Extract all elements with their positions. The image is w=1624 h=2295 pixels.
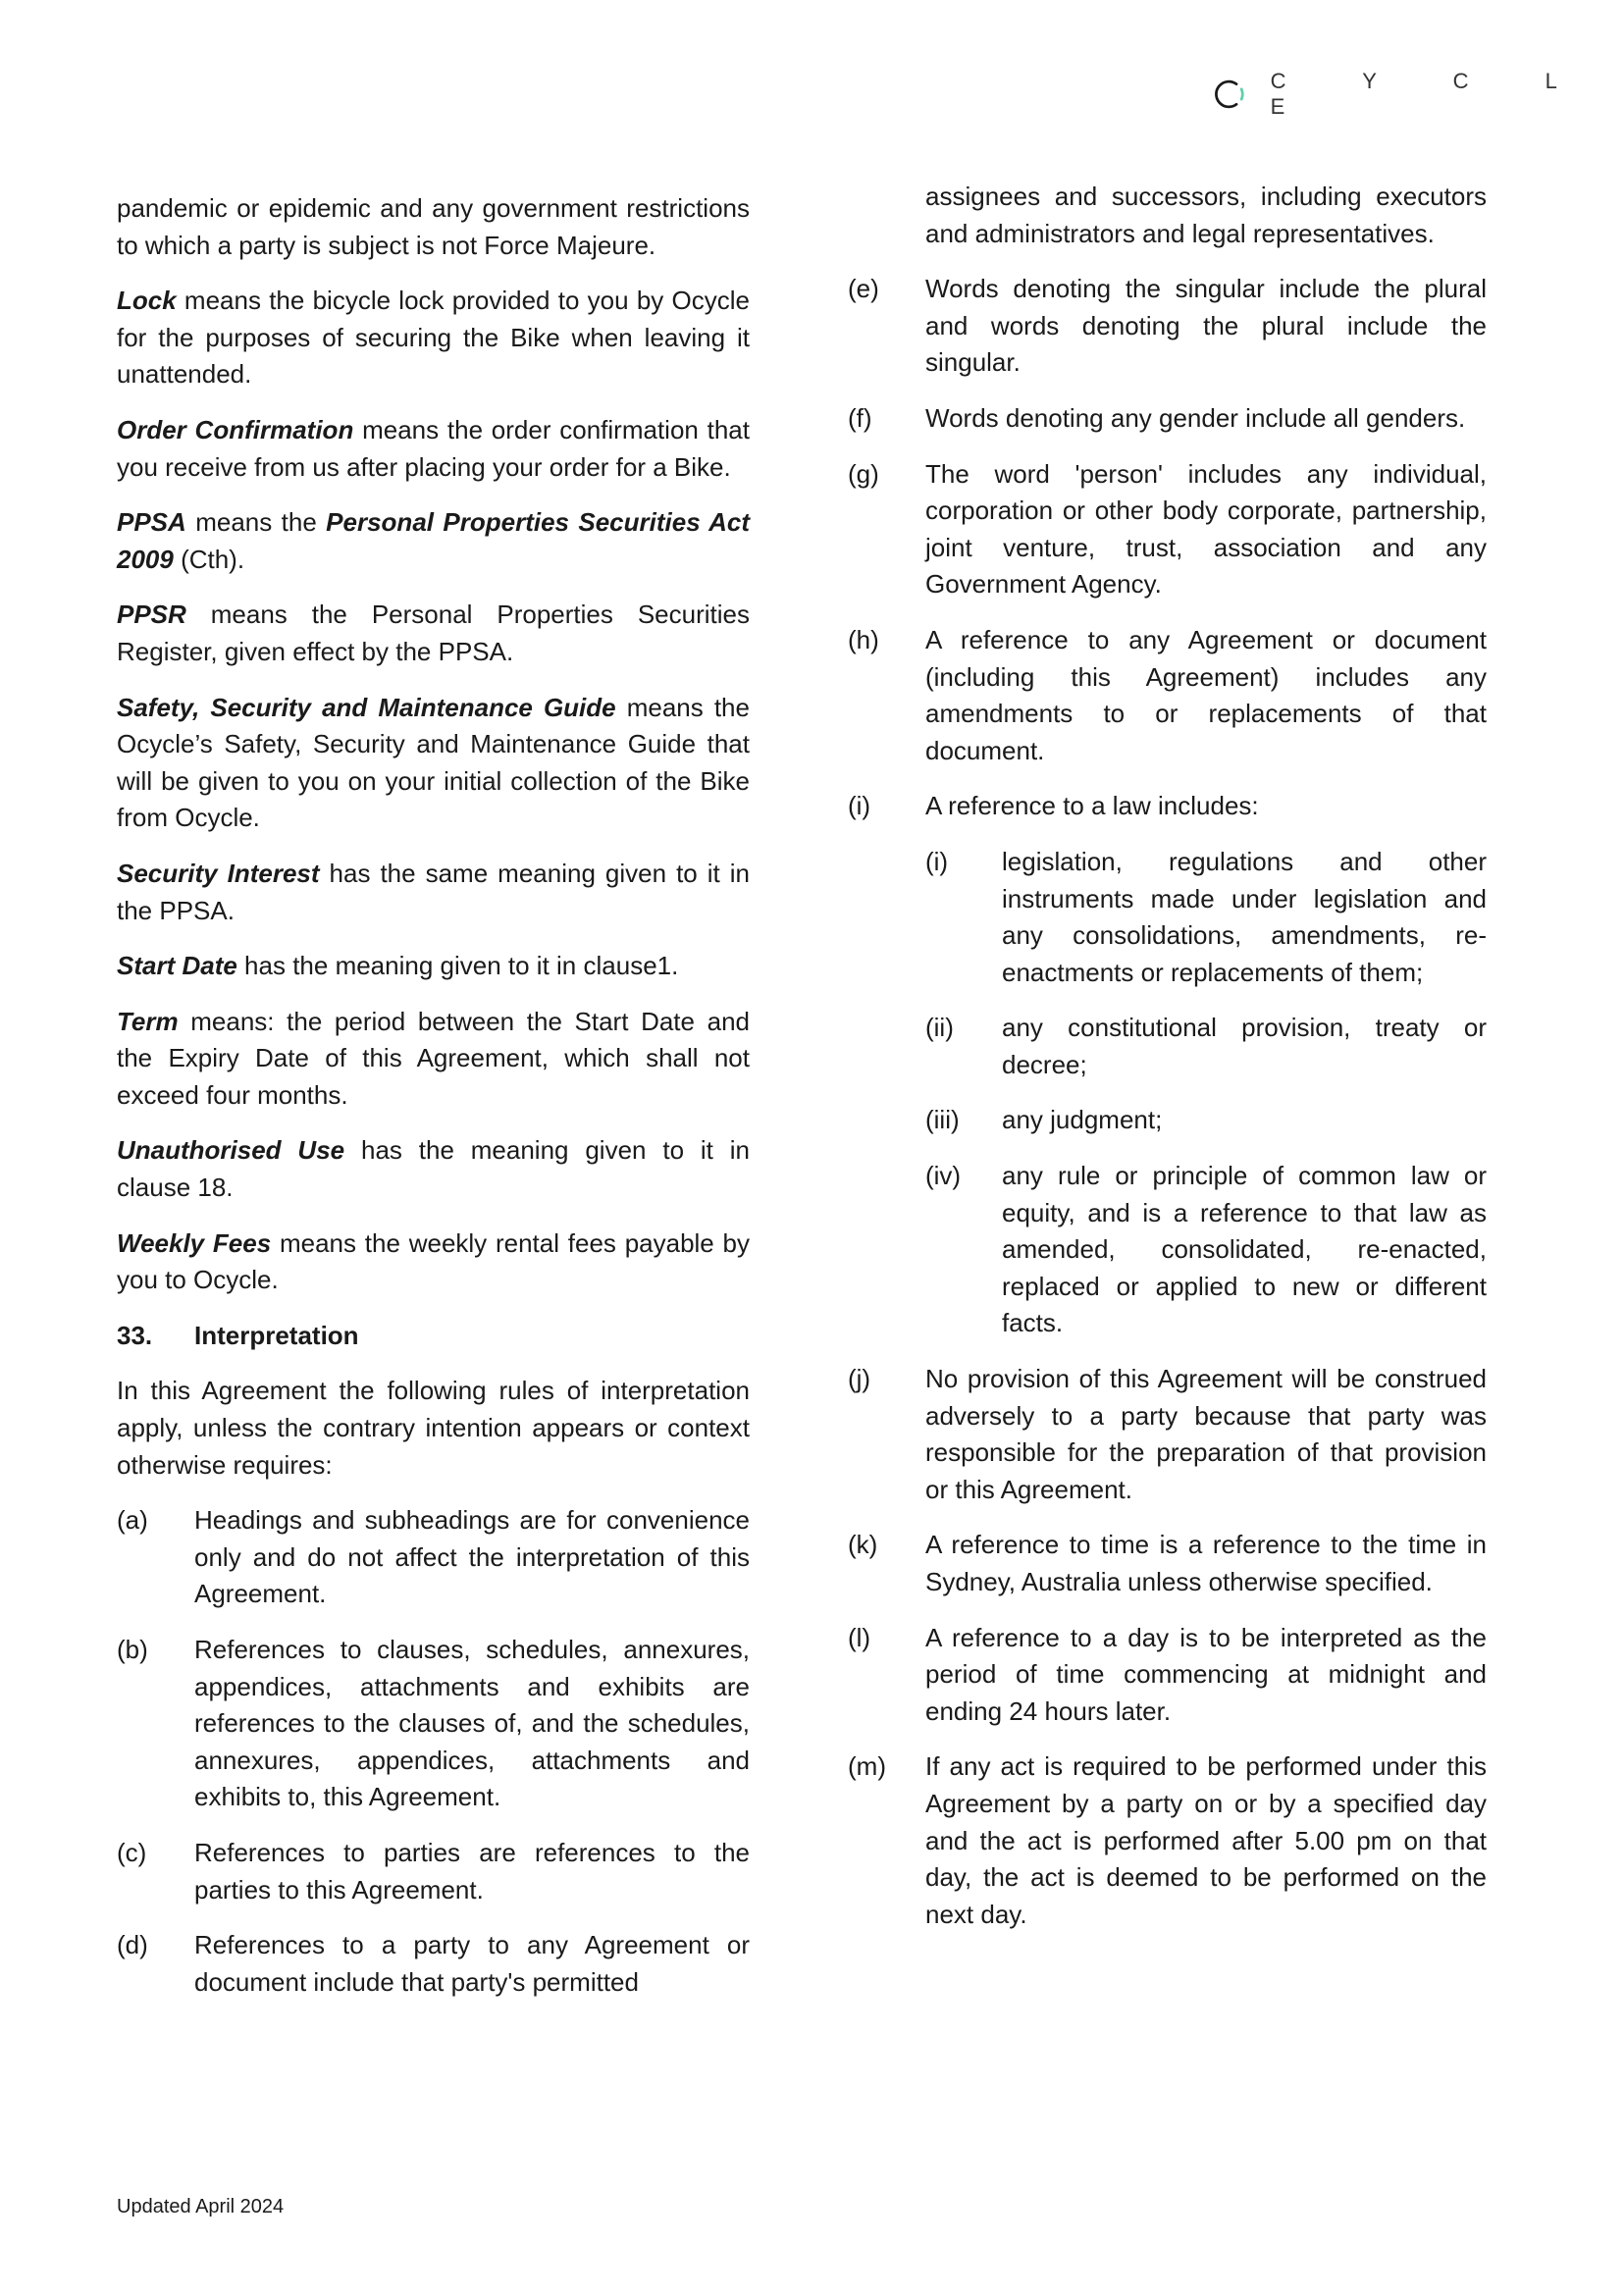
sub-list-item [925, 1010, 1487, 1083]
definition-security-interest [117, 856, 750, 929]
sub-item-label: (i) [925, 846, 949, 876]
list-item [848, 456, 1487, 603]
definition-order-confirmation [117, 412, 750, 486]
definition-lock [117, 283, 750, 393]
footer-updated-date: Updated April 2024 [117, 2196, 285, 2217]
sub-list [925, 844, 1487, 1342]
sub-list-item [925, 1102, 1487, 1139]
definition-text: has the same meaning given to it in the PPSA. [117, 858, 750, 925]
definition-weekly-fees [117, 1226, 750, 1299]
list-item [848, 1620, 1487, 1731]
item-label: (a) [117, 1505, 148, 1536]
defined-term: PPSA [117, 507, 186, 538]
defined-term: Safety, Security and Maintenance Guide [117, 692, 616, 722]
sub-list-item [925, 844, 1487, 991]
item-text: If any act is required to be performed under this Agreement by a party on or by a specified day and the act is performed after 5.00 pm on that day, the act is deemed to be performed on the next day. [925, 1751, 1487, 1929]
defined-term: Security Interest [117, 858, 320, 888]
brand-logo [1213, 69, 1624, 119]
definition-text: means the order confirmation that you receive from us after placing your order for a Bike. [117, 414, 750, 482]
cycle-logo-icon [1213, 76, 1245, 113]
item-text: Words denoting any gender include all genders. [925, 402, 1466, 433]
list-item [848, 622, 1487, 769]
definition-text: has the meaning given to it in clause 18. [117, 1135, 750, 1203]
interpretation-intro: In this Agreement the following rules of interpretation apply, unless the contrary intention appears or context otherwise requires: [117, 1376, 750, 1480]
definition-text: means: the period between the Start Date and the Expiry Date of this Agreement, which shall not exceed four months. [117, 1006, 750, 1110]
definition-ppsa [117, 504, 750, 578]
definition-text: means the [185, 507, 327, 538]
section-heading [117, 1318, 750, 1355]
list-item [117, 1502, 750, 1613]
defined-term: Start Date [117, 951, 237, 981]
continued-paragraph: pandemic or epidemic and any government restrictions to which a party is subject is not Force Majeure. [117, 193, 750, 260]
definition-start-date [117, 948, 750, 985]
item-text: References to clauses, schedules, annexures, appendices, attachments and exhibits are references to the clauses of, and the schedules, annexures, appendices, attachments and exhibits to, this Agreement. [194, 1635, 750, 1812]
sub-item-text: legislation, regulations and other instruments made under legislation and any consolidations, amendments, re-enactments or replacements of them; [1002, 846, 1487, 987]
sub-item-text: any rule or principle of common law or equity, and is a reference to that law as amended, consolidated, re-enacted, replaced or applied to new or different facts. [1002, 1161, 1487, 1338]
definition-tail: (Cth). [173, 544, 245, 574]
act-citation: Personal Properties Securities Act 2009 [117, 507, 750, 574]
list-item [117, 1927, 750, 2001]
item-label: (e) [848, 274, 879, 304]
definition-text: means the Ocycle’s Safety, Security and Maintenance Guide that will be given to you on your initial collection of the Bike from Ocycle. [117, 692, 750, 833]
item-label: (d) [117, 1930, 148, 1960]
item-text: References to parties are references to the parties to this Agreement. [194, 1837, 750, 1904]
list-item [848, 1527, 1487, 1600]
item-text: No provision of this Agreement will be construed adversely to a party because that party was responsible for the preparation of that provision or this Agreement. [925, 1364, 1487, 1504]
item-label: (g) [848, 458, 879, 489]
sub-item-label: (iii) [925, 1105, 960, 1135]
defined-term: Lock [117, 286, 177, 316]
list-item [848, 400, 1487, 438]
section-title: Interpretation [194, 1320, 359, 1350]
definition-text: has the meaning given to it in clause1. [236, 951, 679, 981]
right-column [848, 179, 1487, 1952]
section-number: 33. [117, 1320, 153, 1350]
list-item [117, 1632, 750, 1816]
item-text: assignees and successors, including executors and administrators and legal representatives. [925, 182, 1487, 248]
item-text: Words denoting the singular include the plural and words denoting the plural include the singular. [925, 274, 1487, 378]
list-item [848, 271, 1487, 382]
list-item-continued [848, 179, 1487, 252]
item-label: (h) [848, 624, 879, 654]
definition-safety-guide [117, 690, 750, 837]
list-item [848, 1361, 1487, 1508]
item-text: A reference to any Agreement or document (including this Agreement) includes any amendments to or replacements of that document. [925, 624, 1487, 765]
item-text: A reference to time is a reference to the time in Sydney, Australia unless otherwise specified. [925, 1530, 1487, 1596]
item-text: A reference to a law includes: [925, 791, 1259, 821]
item-label: (b) [117, 1635, 148, 1664]
sub-item-text: any constitutional provision, treaty or decree; [1002, 1013, 1487, 1079]
left-column [117, 190, 750, 2019]
sub-item-text: any judgment; [1002, 1105, 1163, 1135]
item-label: (c) [117, 1837, 147, 1867]
definition-text: means the bicycle lock provided to you by Ocycle for the purposes of securing the Bike when leaving it unattended. [117, 286, 750, 390]
defined-term: PPSR [117, 600, 186, 630]
defined-term: Weekly Fees [117, 1227, 272, 1258]
item-label: (j) [848, 1364, 871, 1394]
definition-term [117, 1004, 750, 1115]
item-label: (k) [848, 1530, 878, 1560]
list-item [848, 1748, 1487, 1933]
item-text: Headings and subheadings are for convenience only and do not affect the interpretation of this Agreement. [194, 1505, 750, 1609]
definition-text: means the weekly rental fees payable by you to Ocycle. [117, 1227, 751, 1295]
item-label: (i) [848, 791, 871, 821]
item-label: (m) [848, 1751, 886, 1782]
sub-item-label: (iv) [925, 1161, 962, 1191]
list-item [848, 788, 1487, 825]
definition-ppsr [117, 597, 750, 670]
definition-unauthorised-use [117, 1132, 750, 1206]
item-text: A reference to a day is to be interpreted as the period of time commencing at midnight and ending 24 hours later. [925, 1622, 1487, 1726]
defined-term: Unauthorised Use [117, 1135, 345, 1166]
logo-wordmark: C Y C L E [1270, 69, 1593, 119]
item-text: The word 'person' includes any individual, corporation or other body corporate, partnership, joint venture, trust, association and any Government Agency. [925, 458, 1487, 600]
list-item [117, 1835, 750, 1908]
item-label: (f) [848, 402, 872, 433]
defined-term: Order Confirmation [117, 414, 354, 444]
definition-text: means the Personal Properties Securities Register, given effect by the PPSA. [117, 600, 750, 666]
sub-list-item [925, 1158, 1487, 1342]
item-label: (l) [848, 1622, 871, 1652]
sub-item-label: (ii) [925, 1013, 954, 1043]
item-text: References to a party to any Agreement or document include that party's permitted [194, 1930, 750, 1997]
defined-term: Term [117, 1006, 179, 1036]
